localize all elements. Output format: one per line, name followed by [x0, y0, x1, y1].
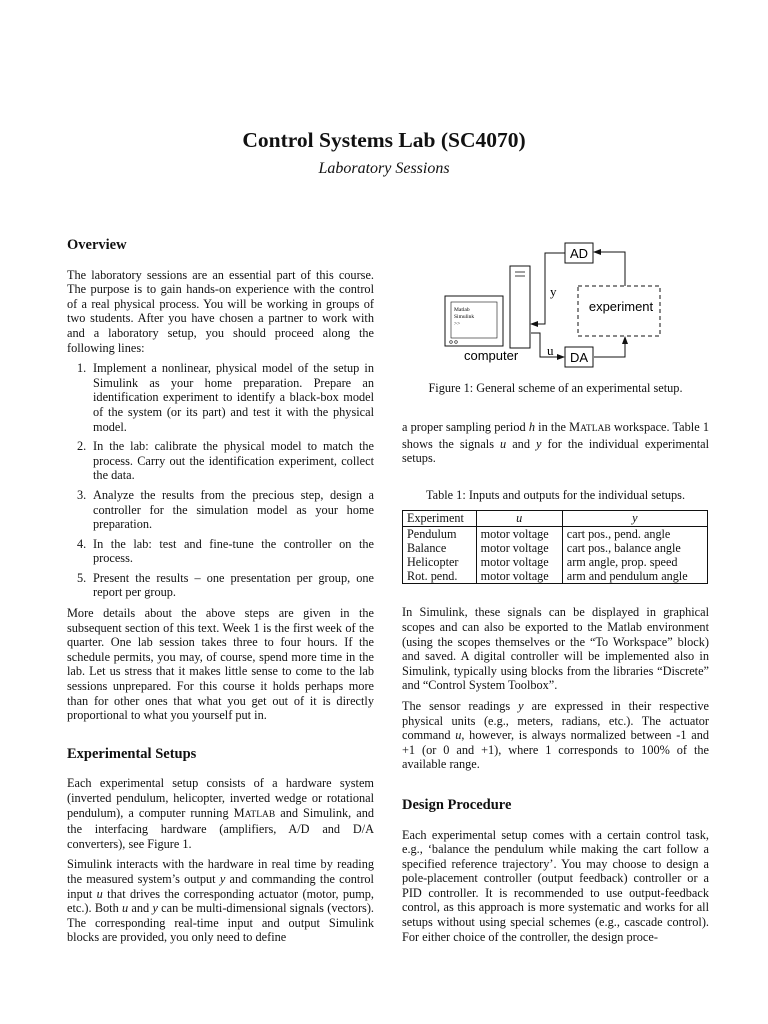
- computer-label: computer: [464, 348, 519, 363]
- right-paragraph-1: a proper sampling period h in the MATLAB workspace. Table 1 shows the signals u and y for the individual experimental setups.: [402, 420, 710, 466]
- left-column: [67, 238, 374, 945]
- table-row: Pendulum motor voltage cart pos., pend. angle: [403, 526, 708, 541]
- y-label: y: [550, 284, 557, 299]
- right-paragraph-2: In Simulink, these signals can be displayed in graphical scopes and can also be exported to the Matlab environment (using the scopes themselves or the “To Workspace” block) and saved. A digital controller will be implemented also in Simulink, typically using blocks from the libraries “Discrete” and “Control System Toolbox”.: [402, 605, 709, 693]
- arrow-ad-to-computer: [531, 253, 565, 324]
- setups-paragraph-2: Simulink interacts with the hardware in real time by reading the measured system’s output y and commanding the control input u that drives the corresponding actuator (motor, pump, etc.). Both u and y can be multi-dimensional signals (vectors). The corresponding real-time input and output Simulink blocks are provided, you only need to define: [67, 857, 374, 945]
- step-item: 5. Present the results – one presentation per group, one report per group.: [77, 570, 374, 600]
- figure-caption: Figure 1: General scheme of an experimental setup.: [428, 381, 683, 395]
- step-item: 3. Analyze the results from the precious step, design a controller for the simulation model as your home preparation.: [77, 487, 374, 532]
- arrow-experiment-to-ad: [594, 252, 625, 286]
- screen-text: >>: [454, 321, 461, 327]
- step-item: 1. Implement a nonlinear, physical model of the setup in Simulink as your home preparation. Prepare an identification experiment to identify a black-box model of the system (or its part) and test it with the physical model.: [77, 361, 374, 434]
- table-caption: Table 1: Inputs and outputs for the individual setups.: [425, 487, 686, 502]
- screen-text: Simulink: [454, 314, 475, 320]
- table-row: Helicopter motor voltage arm angle, prop. speed: [403, 555, 708, 569]
- right-column: [402, 420, 709, 944]
- arrow-da-to-experiment: [594, 337, 625, 357]
- setups-paragraph-1: Each experimental setup consists of a hardware system (inverted pendulum, helicopter, inverted wedge or rotational pendulum), a computer running MATLAB and Simulink, and the interfacing hardware (amplifiers, A/D and D/A converters), see Figure 1.: [67, 776, 375, 851]
- table-row: Rot. pend. motor voltage arm and pendulum angle: [403, 569, 708, 584]
- io-table: [402, 510, 708, 584]
- step-item: 2. In the lab: calibrate the physical model to match the process. Carry out the identification experiment, collect the data.: [77, 439, 374, 483]
- design-heading: Design Procedure: [402, 796, 512, 813]
- screen-text: Matlab: [454, 307, 470, 313]
- right-paragraph-4: Each experimental setup comes with a certain control task, e.g., ‘balance the pendulum while making the cart follow a specified reference trajectory’. You may choose to design a pole-placement controller (output feedback) controller or a PID controller. It is recommended to use output-feedback control, as this approach is more systematic and works for all setups without using special schemes (e.g., cascade control). For either choice of the controller, the design proce-: [402, 827, 709, 944]
- overview-more: More details about the above steps are given in the subsequent section of this text. Week 1 is the first week of the quarter. One lab session takes three to four hours. If the schedule permits, you may, of course, spend more time in the lab. Let us stress that it makes little sense to come to the lab sessions unprepared. For this course it holds perhaps more than for other ones that what you get out of it is directly proportional to what you yourself put in.: [67, 606, 374, 723]
- table-header-row: Experiment u y: [403, 511, 708, 526]
- right-paragraph-3: The sensor readings y are expressed in their respective physical units (e.g., meters, radians, etc.). The actuator command u, however, is always normalized between -1 and +1 (or 0 and +1), where 1 corresponds to 100% of the available range.: [402, 698, 709, 772]
- setup-diagram: [400, 236, 710, 370]
- overview-heading: Overview: [67, 237, 127, 253]
- table-row: Balance motor voltage cart pos., balance angle: [403, 541, 708, 555]
- page-title: Control Systems Lab (SC4070): [242, 128, 526, 152]
- u-label: u: [547, 343, 554, 358]
- step-item: 4. In the lab: test and fine-tune the controller on the process.: [77, 536, 374, 566]
- experiment-label: experiment: [588, 299, 654, 314]
- overview-steps: [67, 361, 374, 600]
- ad-label: AD: [569, 246, 589, 261]
- setups-heading: Experimental Setups: [67, 745, 197, 762]
- computer-tower-icon: [510, 266, 530, 348]
- overview-intro: The laboratory sessions are an essential part of this course. The purpose is to gain hands-on experience with the control of a real physical process. You will be working in groups of two students. After you have chosen a partner to work with and a laboratory setup, you should proceed along the following lines:: [67, 267, 374, 355]
- da-label: DA: [569, 350, 589, 365]
- page-subtitle: Laboratory Sessions: [318, 160, 450, 177]
